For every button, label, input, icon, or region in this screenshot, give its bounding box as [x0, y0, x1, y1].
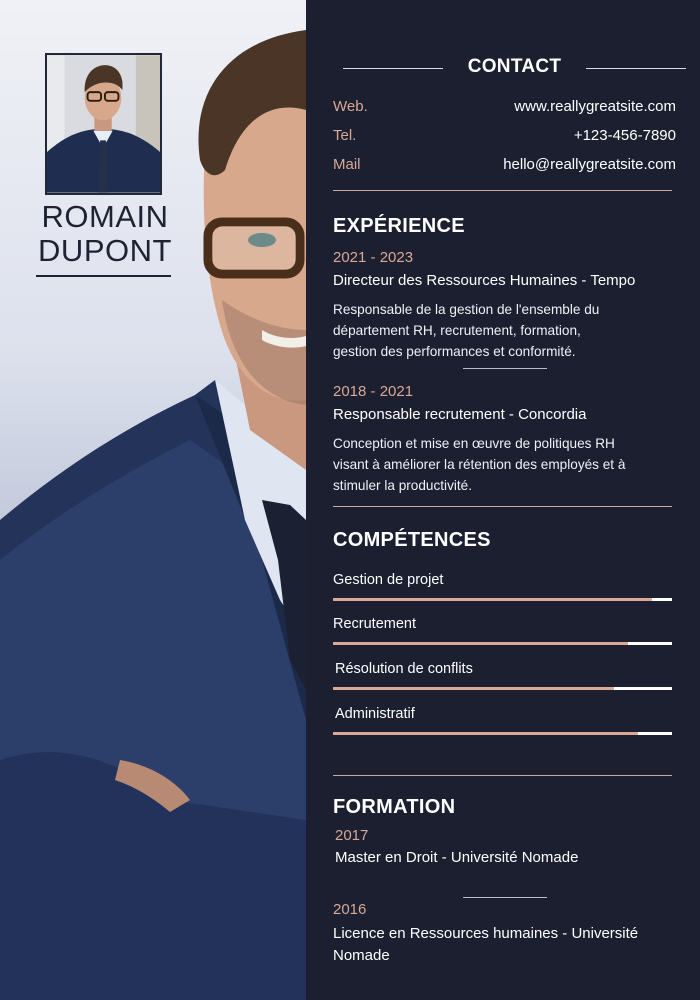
skill-label: Résolution de conflits: [335, 661, 473, 677]
description-line: département RH, recrutement, formation,: [333, 323, 581, 338]
skill-label: Administratif: [335, 706, 415, 722]
skill-item: [333, 706, 672, 742]
skill-label: Gestion de projet: [333, 572, 444, 588]
profile-thumbnail-image: [47, 55, 160, 193]
description-line: visant à améliorer la rétention des employés et à: [333, 457, 626, 472]
description-line: Conception et mise en œuvre de politiques RH: [333, 436, 615, 451]
description-line: gestion des performances et conformité.: [333, 344, 576, 359]
profile-photo-thumbnail: [45, 53, 162, 195]
education-year: 2017: [335, 827, 369, 844]
contact-title-rule-right: [586, 68, 686, 69]
skill-bar-track: [333, 687, 672, 690]
item-divider: [463, 897, 547, 898]
website-link[interactable]: www.reallygreatsite.com: [514, 98, 676, 115]
contact-title: CONTACT: [467, 56, 562, 77]
skill-bar-fill: [333, 598, 652, 601]
contact-row-mail: [333, 156, 676, 178]
experience-years: 2018 - 2021: [333, 383, 414, 400]
contact-row-tel: [333, 127, 676, 149]
contact-key: Mail: [333, 156, 361, 173]
experience-years: 2021 - 2023: [333, 249, 414, 266]
resume-side-panel: [306, 0, 700, 1000]
contact-row-web: [333, 98, 676, 120]
experience-role: Directeur des Ressources Humaines - Tempo: [333, 272, 636, 289]
section-divider: [333, 190, 672, 191]
education-year: 2016: [333, 901, 367, 918]
name-underline: [36, 275, 171, 277]
skill-item: [333, 572, 672, 608]
phone-number: +123-456-7890: [573, 127, 676, 144]
skills-title: COMPÉTENCES: [333, 529, 491, 551]
experience-role: Responsable recrutement - Concordia: [333, 406, 587, 423]
education-title: FORMATION: [333, 796, 456, 818]
experience-description: [333, 299, 599, 362]
skill-bar-track: [333, 732, 672, 735]
section-divider: [333, 506, 672, 507]
skill-bar-track: [333, 598, 672, 601]
skill-item: [333, 661, 672, 697]
section-divider: [333, 775, 672, 776]
contact-key: Tel.: [333, 127, 357, 144]
skill-item: [333, 616, 672, 652]
first-name: ROMAIN: [41, 199, 169, 234]
education-degree: [333, 923, 638, 967]
education-degree: Master en Droit - Université Nomade: [335, 849, 579, 866]
skill-bar-track: [333, 642, 672, 645]
last-name: DUPONT: [38, 233, 172, 268]
experience-title: EXPÉRIENCE: [333, 215, 465, 237]
description-line: stimuler la productivité.: [333, 478, 473, 493]
degree-line: Licence en Ressources humaines - Université: [333, 925, 639, 942]
degree-line: Nomade: [333, 947, 390, 964]
contact-header: [343, 56, 686, 82]
skill-bar-fill: [333, 642, 628, 645]
skill-label: Recrutement: [333, 616, 417, 632]
contact-key: Web.: [333, 98, 368, 115]
item-divider: [463, 368, 547, 369]
skill-bar-fill: [333, 732, 638, 735]
skill-bar-fill: [333, 687, 614, 690]
experience-description: [333, 433, 625, 496]
portrait-photo-area: [0, 0, 306, 1000]
description-line: Responsable de la gestion de l'ensemble du: [333, 302, 600, 317]
email-link[interactable]: hello@reallygreatsite.com: [503, 156, 676, 173]
candidate-name: [30, 200, 180, 268]
